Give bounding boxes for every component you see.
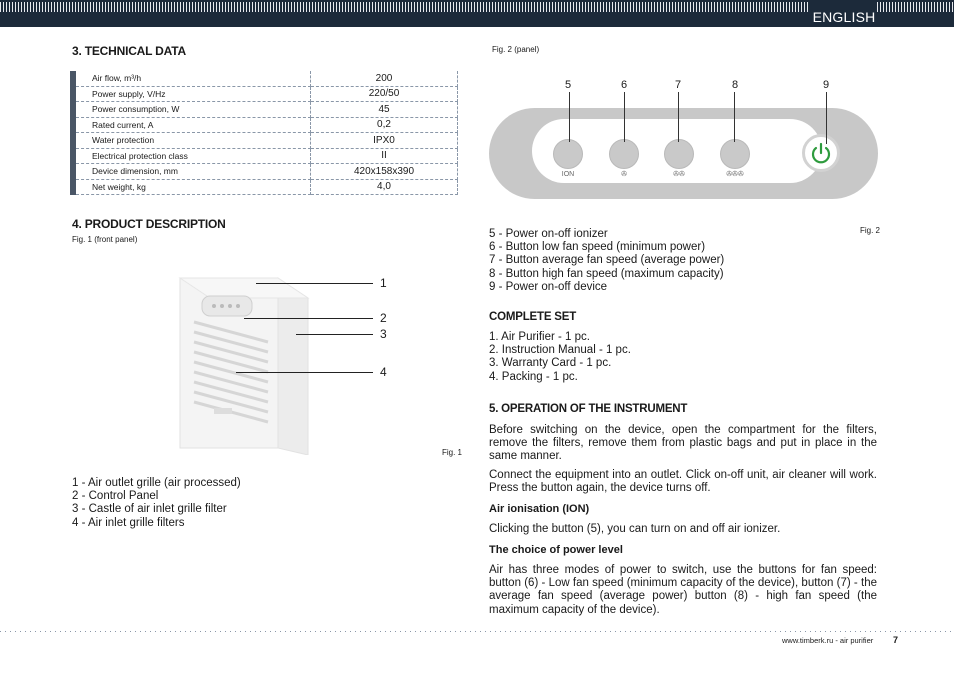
panel-number-5: 5 (565, 79, 572, 91)
power-icon (805, 137, 837, 169)
medium-speed-button (664, 139, 694, 169)
spec-value: 45 (311, 102, 458, 118)
page-number: 7 (893, 635, 899, 645)
list-item: 4 - Air inlet grille filters (72, 516, 185, 529)
table-row (70, 102, 458, 118)
complete-set-title: COMPLETE SET (489, 311, 577, 323)
spec-label: Air flow, m³/h (76, 71, 311, 86)
spec-label: Electrical protection class (76, 148, 311, 164)
list-item: 8 - Button high fan speed (maximum capacity) (489, 267, 724, 280)
table-row (70, 133, 458, 149)
panel-number-6: 6 (621, 79, 628, 91)
fig2-caption: Fig. 2 (panel) (492, 45, 540, 54)
list-item: 3 - Castle of air inlet grille filter (72, 503, 227, 516)
leader-line-9 (826, 92, 827, 144)
spec-label: Water protection (76, 133, 311, 149)
power-button (802, 134, 840, 172)
list-item: 2. Instruction Manual - 1 pc. (489, 344, 631, 357)
high-speed-button (720, 139, 750, 169)
product-parts-list (72, 477, 241, 530)
callout-line-1 (256, 283, 373, 284)
table-row (70, 164, 458, 180)
table-row (70, 117, 458, 133)
list-item: 3. Warranty Card - 1 pc. (489, 357, 612, 370)
table-row (70, 71, 458, 86)
ionisation-subtitle: Air ionisation (ION) (489, 503, 590, 515)
leader-line-7 (678, 92, 679, 142)
spec-label: Rated current, A (76, 117, 311, 133)
spec-value: 200 (311, 71, 458, 86)
operation-paragraph-3: Clicking the button (5), you can turn on and off air ionizer. (489, 523, 781, 535)
leader-line-6 (624, 92, 625, 142)
list-item: 7 - Button average fan speed (average power) (489, 254, 725, 267)
low-speed-button (609, 139, 639, 169)
list-item: 9 - Power on-off device (489, 280, 608, 293)
list-item: 6 - Button low fan speed (minimum power) (489, 241, 706, 254)
spec-label: Net weight, kg (76, 179, 311, 195)
list-item: 2 - Control Panel (72, 490, 159, 503)
header-bar (0, 0, 954, 27)
air-purifier-front-image (176, 270, 316, 455)
spec-value: IPX0 (311, 133, 458, 149)
spec-value: 4,0 (311, 179, 458, 195)
panel-number-8: 8 (732, 79, 739, 91)
spec-value: II (311, 148, 458, 164)
fig1-label: Fig. 1 (442, 448, 463, 457)
language-label: ENGLISH (812, 9, 876, 25)
product-description-title: 4. PRODUCT DESCRIPTION (72, 217, 226, 231)
callout-number-3: 3 (380, 327, 387, 341)
ion-button (553, 139, 583, 169)
fig1-caption: Fig. 1 (front panel) (72, 235, 138, 244)
callout-number-1: 1 (380, 276, 387, 290)
callout-number-4: 4 (380, 365, 387, 379)
medium-speed-fan-icon: ✇✇ (673, 171, 685, 178)
spec-label: Power consumption, W (76, 102, 311, 118)
header-stripes-right (877, 2, 954, 12)
list-item: 1. Air Purifier - 1 pc. (489, 331, 590, 343)
low-speed-fan-icon: ✇ (621, 171, 627, 178)
control-panel-image (489, 108, 878, 199)
panel-number-9: 9 (823, 79, 830, 91)
leader-line-8 (734, 92, 735, 142)
list-item: 4. Packing - 1 pc. (489, 370, 578, 383)
spec-label: Power supply, V/Hz (76, 86, 311, 102)
high-speed-fan-icon: ✇✇✇ (726, 171, 744, 178)
operation-paragraph-2: Connect the equipment into an outlet. Click on-off unit, air cleaner will work. Press the button again, the device turns off. (489, 469, 877, 495)
panel-buttons-list (489, 228, 724, 294)
spec-label: Device dimension, mm (76, 164, 311, 180)
technical-data-table (70, 71, 458, 195)
fig2-label: Fig. 2 (860, 226, 881, 235)
spec-value: 420x158x390 (311, 164, 458, 180)
ion-label: ION (561, 171, 575, 178)
footer-dotted-rule (0, 631, 954, 632)
footer-site: www.timberk.ru - air purifier (782, 636, 874, 645)
spec-value: 0,2 (311, 117, 458, 133)
callout-number-2: 2 (380, 311, 387, 325)
leader-line-5 (569, 92, 570, 142)
spec-value: 220/50 (311, 86, 458, 102)
panel-number-7: 7 (675, 79, 682, 91)
table-row (70, 86, 458, 102)
operation-paragraph-1: Before switching on the device, open the compartment for the filters, remove the filters, remove them from plastic bags and put in place in the same manner. (489, 424, 877, 463)
operation-title: 5. OPERATION OF THE INSTRUMENT (489, 403, 688, 415)
complete-set-list (489, 331, 631, 384)
callout-line-2 (244, 318, 373, 319)
table-row (70, 179, 458, 195)
callout-line-4 (236, 372, 373, 373)
technical-data-title: 3. TECHNICAL DATA (72, 44, 186, 58)
list-item: 5 - Power on-off ionizer (489, 228, 608, 240)
table-row (70, 148, 458, 164)
list-item: 1 - Air outlet grille (air processed) (72, 477, 241, 489)
power-level-subtitle: The choice of power level (489, 544, 623, 556)
header-stripes-left (0, 2, 808, 12)
callout-line-3 (296, 334, 373, 335)
operation-paragraph-4: Air has three modes of power to switch, use the buttons for fan speed: button (6) - Low fan speed (minimum capacity of the device), button (7) - the average fan speed (average power) button (8) - high fan speed (the maximum capacity of the device). (489, 564, 877, 616)
